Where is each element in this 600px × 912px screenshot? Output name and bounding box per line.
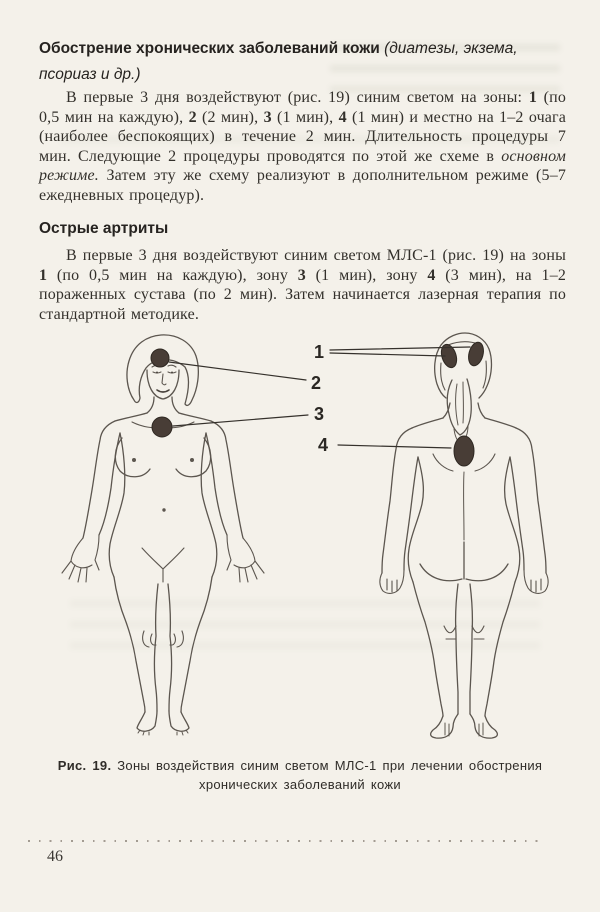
text-run: (1 мин) и местно на 1–2 очага (наиболее беспокоящих) в течение 2 мин. Длительность процедуры 7 мин. Следующие 2 процедуры проводятся по этой же схеме в bbox=[39, 108, 567, 165]
back-heel-right bbox=[479, 723, 483, 736]
front-nipple-left bbox=[132, 458, 136, 462]
front-leg-left-outer bbox=[114, 577, 145, 712]
front-mouth bbox=[157, 390, 169, 392]
zone-number-run: 1 bbox=[528, 89, 537, 106]
zone-label-1: 1 bbox=[314, 342, 325, 362]
emphasis-run: основном режиме. bbox=[39, 147, 566, 184]
zone-label-4: 4 bbox=[318, 435, 329, 455]
zone-spot-4-back bbox=[454, 436, 474, 466]
paragraph-arthritis-treatment bbox=[39, 246, 566, 324]
front-knee-left bbox=[143, 631, 156, 647]
zone-spot-3-chest bbox=[152, 417, 172, 437]
zone-number-run: 1 bbox=[39, 266, 48, 284]
back-arm-right-outer bbox=[516, 428, 546, 573]
leader-lines bbox=[169, 347, 470, 448]
body-back-view bbox=[380, 333, 548, 738]
back-leg-left-outer bbox=[413, 582, 443, 716]
front-leg-right-inner bbox=[168, 584, 172, 711]
page-number: 46 bbox=[47, 848, 63, 865]
section-heading-skin-diseases bbox=[39, 36, 527, 88]
front-knee-right bbox=[170, 631, 183, 647]
zone-number-run: 4 bbox=[427, 266, 436, 284]
zone-spot-2-forehead bbox=[151, 349, 169, 367]
zone-number-labels bbox=[311, 342, 328, 455]
text-run: (1 мин), bbox=[271, 108, 339, 126]
back-heel-left bbox=[445, 723, 449, 736]
back-foot-left bbox=[431, 714, 458, 738]
text-run: (2 мин), bbox=[196, 108, 264, 126]
back-leg-left-inner bbox=[456, 584, 458, 714]
front-nose bbox=[162, 374, 166, 385]
text-run: Затем эту же схему реализуют в дополнительном режиме (5–7 ежедневных процедур). bbox=[39, 167, 566, 204]
front-eye-pupil bbox=[171, 372, 173, 374]
front-leg-left-inner bbox=[155, 584, 159, 711]
front-eye-pupil bbox=[156, 372, 158, 374]
zone-label-2: 2 bbox=[311, 373, 322, 393]
back-leg-right-outer bbox=[485, 582, 515, 716]
back-fist-right bbox=[524, 570, 548, 593]
front-leg-right-outer bbox=[181, 577, 212, 712]
text-run: В первые 3 дня воздействуют (рис. 19) синим светом на зоны: bbox=[66, 89, 529, 106]
back-arm-left-outer bbox=[382, 428, 412, 573]
zone-number-run: 2 bbox=[188, 108, 197, 126]
front-torso-left bbox=[109, 433, 125, 577]
zone-number-run: 3 bbox=[297, 266, 306, 284]
back-arm-right-inner bbox=[510, 457, 524, 570]
zone-number-run: 4 bbox=[338, 108, 347, 126]
text-run: (по 0,5 мин на каждую), bbox=[39, 89, 566, 126]
front-arm-right-outer bbox=[211, 421, 243, 538]
back-fist-left bbox=[380, 570, 404, 593]
leader-line-1b bbox=[330, 353, 445, 356]
back-torso-right bbox=[505, 457, 520, 582]
front-arm-left-outer bbox=[83, 421, 115, 538]
section-heading-arthritis: Острые артриты bbox=[39, 220, 169, 237]
front-hair bbox=[127, 335, 198, 405]
front-foot-left bbox=[137, 711, 157, 731]
zone-spot-1-head-right bbox=[466, 341, 486, 368]
front-groin bbox=[142, 548, 184, 582]
front-hand-right bbox=[227, 535, 264, 582]
paragraph-skin-treatment bbox=[39, 88, 566, 205]
figure-caption-text: Зоны воздействия синим светом МЛС-1 при лечении обострения хронических заболеваний кожи bbox=[111, 758, 543, 792]
back-trapezius bbox=[412, 418, 516, 428]
back-foot-right bbox=[470, 714, 497, 738]
figure-caption bbox=[50, 756, 550, 794]
zone-label-3: 3 bbox=[314, 404, 325, 424]
heading-bold-text: Обострение хронических заболеваний кожи bbox=[39, 40, 385, 57]
front-nipple-right bbox=[190, 458, 194, 462]
text-run: (1 мин), зону bbox=[305, 266, 428, 284]
back-knee-folds bbox=[444, 626, 484, 639]
leader-line-4 bbox=[338, 445, 451, 448]
figure-19-illustration bbox=[0, 330, 600, 750]
text-run: (по 0,5 мин на каждую), зону bbox=[47, 266, 298, 284]
back-buttock-crease bbox=[420, 542, 508, 581]
text-run: В первые 3 дня воздействуют синим светом МЛС-1 (рис. 19) на зоны bbox=[66, 247, 566, 264]
text-run: (3 мин), на 1–2 пораженных сустава (по 2 мин). Затем начинается лазерная терапия по стандартной методике. bbox=[39, 266, 566, 323]
front-navel bbox=[162, 508, 165, 511]
front-foot-right bbox=[169, 711, 189, 731]
front-breast-right bbox=[176, 438, 211, 477]
heading-italic-text: (диатезы, экзема, псориаз и др.) bbox=[39, 40, 518, 83]
figure-caption-number: Рис. 19. bbox=[57, 758, 112, 773]
back-torso-left bbox=[408, 457, 423, 582]
leader-line-2 bbox=[169, 362, 306, 380]
back-leg-right-inner bbox=[470, 584, 472, 714]
front-torso-right bbox=[201, 433, 217, 577]
body-front-view bbox=[62, 335, 264, 735]
back-arm-left-inner bbox=[404, 457, 418, 570]
dotted-rule bbox=[28, 840, 540, 842]
front-breast-left bbox=[115, 438, 150, 477]
zone-number-run: 3 bbox=[263, 108, 272, 126]
front-hand-left bbox=[62, 535, 99, 582]
